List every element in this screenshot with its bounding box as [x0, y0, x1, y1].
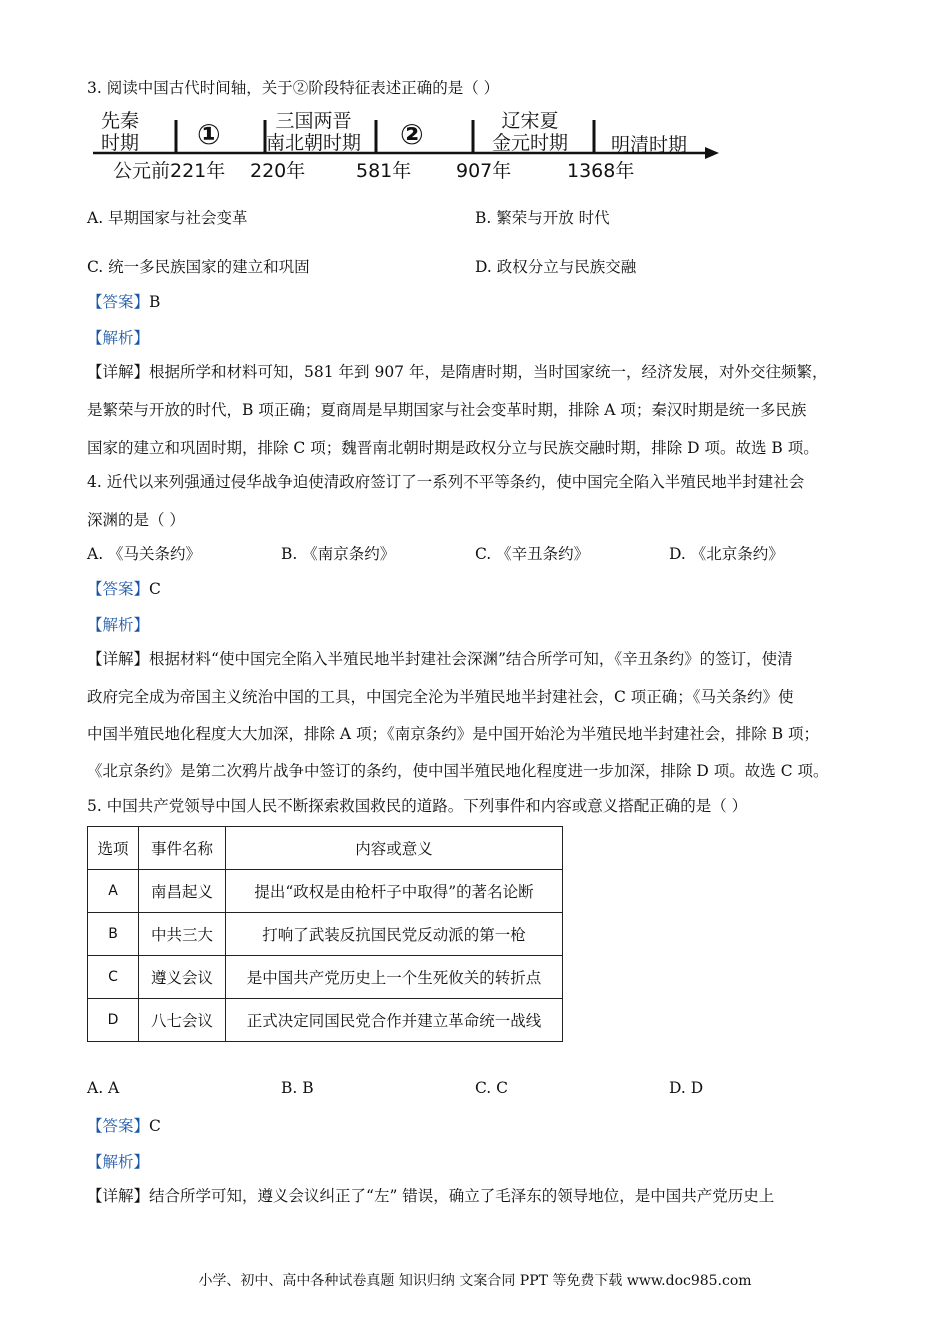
- timeline-date: 220年: [250, 160, 306, 182]
- timeline-period-5: 辽宋夏 金元时期: [492, 110, 569, 154]
- timeline-period-marker-1: ①: [197, 118, 221, 151]
- timeline-period-6: 明清时期: [611, 134, 688, 156]
- timeline-date: 1368年: [567, 160, 635, 182]
- answer-tag: 【答案】: [87, 580, 150, 598]
- q5-option-b: B. B: [281, 1079, 314, 1097]
- timeline-period-marker-2: ②: [400, 118, 424, 151]
- q3-option-d: D. 政权分立与民族交融: [475, 258, 637, 276]
- q5-analysis-tag: 【解析】: [87, 1153, 150, 1171]
- q4-analysis-tag: 【解析】: [87, 616, 150, 634]
- q3-detail-line: 国家的建立和巩固时期，排除 C 项；魏晋南北朝时期是政权分立与民族交融时期，排除 D 项。故选 B 项。: [87, 439, 819, 457]
- q3-option-c: C. 统一多民族国家的建立和巩固: [87, 258, 310, 276]
- table-header-cell: 选项: [88, 827, 139, 870]
- timeline-arrow-icon: [705, 147, 719, 159]
- table-row: [88, 870, 563, 913]
- timeline-date: 公元前221年: [113, 160, 226, 182]
- table-cell: C: [88, 956, 139, 999]
- table-cell: 南昌起义: [139, 870, 226, 913]
- q4-answer: [87, 577, 161, 599]
- timeline-date: 581年: [356, 160, 412, 182]
- table-header-cell: 事件名称: [139, 827, 226, 870]
- table-cell: 是中国共产党历史上一个生死攸关的转折点: [226, 956, 563, 999]
- q3-option-b: B. 繁荣与开放 时代: [475, 209, 610, 227]
- q4-option-b: B. 《南京条约》: [281, 545, 396, 563]
- table-cell: 遵义会议: [139, 956, 226, 999]
- q4-detail-line: 政府完全成为帝国主义统治中国的工具，中国完全沦为半殖民地半封建社会，C 项正确；《马关条约》使: [87, 688, 794, 706]
- table-cell: 八七会议: [139, 999, 226, 1042]
- answer-tag: 【答案】: [87, 1117, 150, 1135]
- q5-option-c: C. C: [475, 1079, 509, 1097]
- table-cell: 正式决定同国民党合作并建立革命统一战线: [226, 999, 563, 1042]
- table-header-cell: 内容或意义: [226, 827, 563, 870]
- answer-tag: 【答案】: [87, 293, 150, 311]
- q4-detail-line: 【详解】根据材料“使中国完全陷入半殖民地半封建社会深渊”结合所学可知，《辛丑条约》的签订，使清: [87, 650, 793, 668]
- q3-analysis-tag: 【解析】: [87, 329, 150, 347]
- table-row: [88, 999, 563, 1042]
- q5-stem: 5. 中国共产党领导中国人民不断探索救国救民的道路。下列事件和内容或意义搭配正确的是（ ）: [87, 797, 748, 815]
- page-footer: 小学、初中、高中各种试卷真题 知识归纳 文案合同 PPT 等免费下载 www.doc985.com: [198, 1273, 752, 1289]
- q4-detail-line: 《北京条约》是第二次鸦片战争中签订的条约，使中国半殖民地化程度进一步加深，排除 D 项。故选 C 项。: [87, 762, 829, 780]
- q4-stem: 4. 近代以来列强通过侵华战争迫使清政府签订了一系列不平等条约，使中国完全陷入半殖民地半封建社会: [87, 473, 805, 491]
- q4-detail-line: 中国半殖民地化程度大大加深，排除 A 项；《南京条约》是中国开始沦为半殖民地半封建社会，排除 B 项；: [87, 725, 820, 743]
- timeline-period-3: 三国两晋 南北朝时期: [266, 110, 362, 154]
- q3-option-a: A. 早期国家与社会变革: [87, 209, 248, 227]
- table-header-row: [88, 827, 563, 870]
- table-cell: 打响了武装反抗国民党反动派的第一枪: [226, 913, 563, 956]
- q4-option-d: D. 《北京条约》: [669, 545, 784, 563]
- q3-detail-line: 【详解】根据所学和材料可知，581 年到 907 年，是隋唐时期，当时国家统一，经济发展，对外交往频繁，: [87, 363, 828, 381]
- timeline-date: 907年: [456, 160, 512, 182]
- q3-answer: [87, 290, 160, 312]
- timeline-period-1: 先秦 时期: [101, 110, 140, 154]
- detail-tag: 【详解】: [87, 650, 150, 668]
- q5-detail-line: 【详解】结合所学可知，遵义会议纠正了“左” 错误，确立了毛泽东的领导地位，是中国共产党历史上: [87, 1187, 775, 1205]
- q5-option-d: D. D: [669, 1079, 704, 1097]
- q4-stem: 深渊的是（ ）: [87, 511, 185, 529]
- answer-value: C: [149, 1117, 161, 1135]
- table-cell: 提出“政权是由枪杆子中取得”的著名论断: [226, 870, 563, 913]
- detail-tag: 【详解】: [87, 363, 150, 381]
- detail-tag: 【详解】: [87, 1187, 150, 1205]
- q5-table: [87, 826, 563, 1042]
- q5-option-a: A. A: [87, 1079, 120, 1097]
- table-row: [88, 913, 563, 956]
- q5-answer: [87, 1114, 161, 1136]
- table-cell: 中共三大: [139, 913, 226, 956]
- answer-value: C: [149, 580, 161, 598]
- q4-option-a: A. 《马关条约》: [87, 545, 202, 563]
- q3-detail-line: 是繁荣与开放的时代，B 项正确；夏商周是早期国家与社会变革时期，排除 A 项；秦汉时期是统一多民族: [87, 401, 807, 419]
- table-cell: D: [88, 999, 139, 1042]
- q3-stem: 3. 阅读中国古代时间轴，关于②阶段特征表述正确的是（ ）: [87, 79, 500, 97]
- table-cell: A: [88, 870, 139, 913]
- q4-option-c: C. 《辛丑条约》: [475, 545, 590, 563]
- answer-value: B: [149, 293, 161, 311]
- table-cell: B: [88, 913, 139, 956]
- table-row: [88, 956, 563, 999]
